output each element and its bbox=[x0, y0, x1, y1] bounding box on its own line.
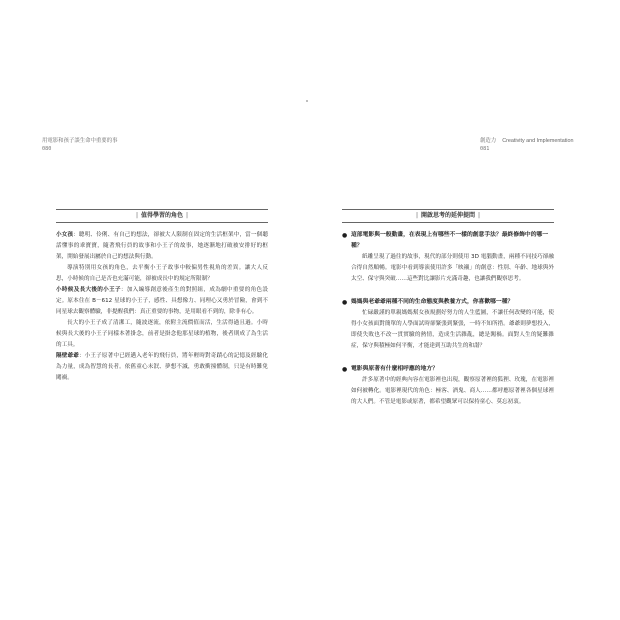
answer-1: 紙雕呈現了過往的故事，現代的部分則使用 3D 電腦動畫，兩種不同技巧卻融合得自然順暢。電影中看到導演使用許多「映襯」的創意：性別、年齡、地球與外太空、保守與突破……這些對比讓影片充滿奇趣，也讓我們觀察思考。 bbox=[351, 254, 554, 282]
question-text: 電影與原著有什麼相呼應的地方？ bbox=[351, 366, 438, 372]
bullet-icon: ● bbox=[342, 366, 348, 373]
bracket-open: | bbox=[415, 212, 418, 219]
paragraph-director-note bbox=[56, 263, 268, 285]
right-header-subtitle: Creativity and Implementation bbox=[502, 138, 574, 144]
lead-term: 小時候及長大後的小王子 bbox=[56, 287, 121, 293]
left-header-title: 用電影和孩子談生命中重要的事 bbox=[42, 138, 118, 144]
section-title-text: 開啟思考的延伸提問 bbox=[420, 212, 475, 219]
lead-term: 隔壁爺爺 bbox=[56, 353, 79, 359]
bullet-icon: ● bbox=[342, 232, 348, 239]
bracket-close: | bbox=[478, 212, 481, 219]
answer-3: 許多原著中的經典內容在電影裡也出現，觀察原著裡的狐狸、玫瑰，在電影裡如何被轉化。電影裡現代的角色：極客、酒鬼、商人……都呼應原著裡各個星球裡的大人們。不管是電影或原著，都希望觀眾可以保持童心、莫忘初衷。 bbox=[351, 377, 554, 405]
question-1 bbox=[342, 230, 554, 252]
left-page-number: 080 bbox=[42, 146, 52, 152]
section-title-roles bbox=[56, 209, 268, 223]
question-text: 媽媽與老爺爺兩種不同的生命態度與教養方式，你喜歡哪一種？ bbox=[351, 299, 514, 305]
paragraph-girl bbox=[56, 230, 268, 263]
left-page-header bbox=[42, 137, 117, 153]
paragraph-text: ：加入編導創意後產生的對照組，成為劇中重要的角色設定。原本住在 B－612 星球的小王子，感性、具想像力、同理心又勇於冒險，會到不同星球去觀察體驗，非提醒我們：真正重要的事物，是用眼看不到的，除非有心。 bbox=[56, 287, 268, 315]
right-page-number: 081 bbox=[480, 146, 490, 152]
paragraph-text: 長大的小王子成了清潔工，隨波逐流，依附主流價值而活，生活得過且過。小時候與長大後的小王子同樣本著掛念，前者是掛念他那星球的植物，後者則成了為生活的工具。 bbox=[56, 320, 268, 348]
bullet-icon: ● bbox=[342, 299, 348, 306]
question-text: 這部電影與一般動畫，在表現上有哪些不一樣的創意手法？最終修飾中的哪一種？ bbox=[351, 232, 549, 249]
paragraph-old-aviator bbox=[56, 351, 268, 384]
right-page-header bbox=[480, 137, 574, 153]
question-2 bbox=[342, 297, 554, 308]
paragraph-text: 導演特別用女孩的角色，去平衡小王子故事中較偏男性視角的差異。讓大人反思，小時候的自己是否也充滿可能，卻被成長中的規定所限制？ bbox=[56, 265, 268, 282]
paragraph-text: ：聰明、伶俐、有自己的想法，卻被大人限制在固定的生活框架中，當一個聽話懂事的乖寶寶，隨著飛行員的故事和小王子的故事，她逐漸地打破被安排好的框架，開始發展出屬於自己的想法與行動。 bbox=[56, 232, 268, 260]
section-title-text: 值得學習的角色 bbox=[140, 212, 183, 219]
lead-term: 小女孩 bbox=[56, 232, 74, 238]
right-header-title-row bbox=[480, 137, 574, 145]
paragraph-little-prince bbox=[56, 285, 268, 318]
page-dot bbox=[306, 100, 308, 102]
left-column bbox=[56, 209, 268, 384]
paragraph-text: ：小王子原著中已經邁入老年的飛行員，將年輕時對奇蹟心的記憶及經驗化為力量，成為智慧的長者。依舊童心未泯、夢想不滅，勇敢衝撞體制，只是有時難免闖禍。 bbox=[56, 353, 268, 381]
right-header-title: 創造力 bbox=[480, 138, 497, 144]
bracket-close: | bbox=[186, 212, 189, 219]
bracket-open: | bbox=[135, 212, 138, 219]
paragraph-grown-prince bbox=[56, 318, 268, 351]
answer-2: 忙碌嚴謹的單親媽媽幫女孩規劃好努力的人生藍圖，不讓任何改變的可能，使得小女孩面對簡單的人學面試時卻緊張到緊張，一時不知所措。爺爺則夢想投入，即使失敗也不改一貫實驗的熱情，造成生活雜亂，總是闖禍。面對人生的疑難雜症，保守與積極如何平衡，才能達到互助共生的和諧？ bbox=[351, 310, 554, 349]
question-3 bbox=[342, 364, 554, 375]
section-title-questions bbox=[342, 209, 554, 223]
right-column bbox=[342, 209, 554, 408]
